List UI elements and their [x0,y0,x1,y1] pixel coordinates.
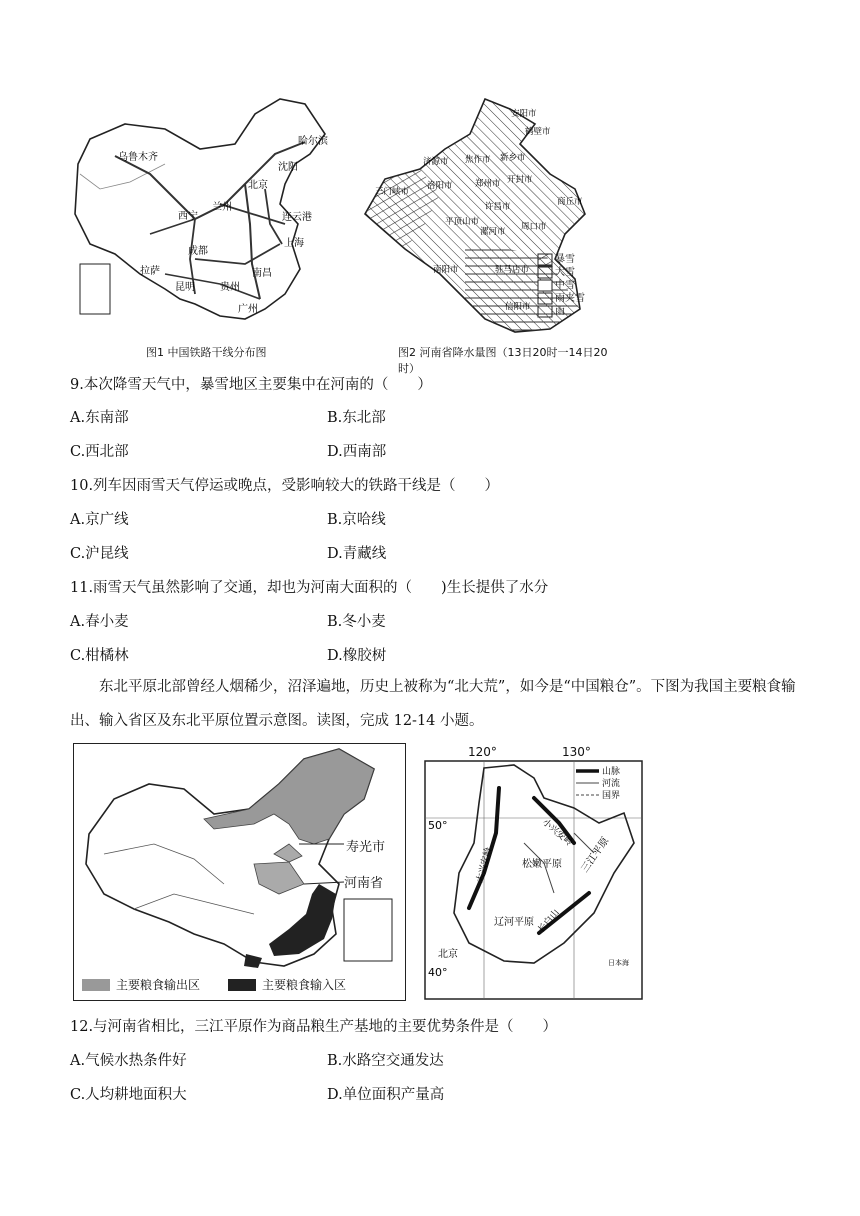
svg-text:济源市: 济源市 [423,157,449,167]
svg-text:松嫩平原: 松嫩平原 [522,859,562,870]
lon-120: 120° [468,745,497,759]
henan-precipitation-map [345,94,615,375]
question-12: 12.与河南省相比，三江平原作为商品粮生产基地的主要优势条件是（ ） [70,1019,558,1035]
q10-option-d[interactable]: D.青藏线 [327,546,387,562]
svg-text:南阳市: 南阳市 [433,265,459,275]
china-railway-map [70,94,332,364]
legend-input-label: 主要粮食输入区 [262,978,347,992]
northeast-plain-map [424,743,643,1001]
legend-output-swatch [82,979,110,991]
q9-option-b[interactable]: B.东北部 [327,410,386,426]
svg-text:鹤壁市: 鹤壁市 [525,127,551,137]
svg-text:洛阳市: 洛阳市 [427,181,453,191]
svg-text:漯河市: 漯河市 [480,227,506,237]
svg-text:国界: 国界 [602,791,621,801]
q9-option-a[interactable]: A.东南部 [70,410,129,426]
q11-option-c[interactable]: C.柑橘林 [70,648,129,664]
q11-option-a[interactable]: A.春小麦 [70,614,129,630]
fig2-caption: 图2 河南省降水量图（13日20时一14日20时） [398,346,608,375]
svg-text:贵州: 贵州 [220,282,240,293]
svg-text:40°: 40° [428,966,448,979]
legend-large-snow: 大雪 [555,267,575,278]
legend-input-swatch [228,979,256,991]
svg-text:山脉: 山脉 [602,767,621,777]
svg-text:长白山: 长白山 [536,907,562,935]
svg-text:广州: 广州 [238,304,258,315]
svg-text:安阳市: 安阳市 [511,109,537,119]
passage-12-14: 东北平原北部曾经人烟稀少，沼泽遍地，历史上被称为“北大荒”，如今是“中国粮仓”。下图为我国主要粮食输出、输入省区及东北平原位置示意图。读图，完成 12-14 小题。 [70,679,796,729]
svg-text:哈尔滨: 哈尔滨 [298,136,328,147]
q10-option-c[interactable]: C.沪昆线 [70,546,129,562]
q10-option-b[interactable]: B.京哈线 [327,512,386,528]
svg-text:平顶山市: 平顶山市 [445,217,480,227]
q12-option-b[interactable]: B.水路空交通发达 [327,1053,444,1069]
svg-text:50°: 50° [428,819,448,832]
svg-text:郑州市: 郑州市 [475,179,501,189]
svg-text:开封市: 开封市 [507,175,533,185]
question-11: 11.雨雪天气虽然影响了交通，却也为河南大面积的（ )生长提供了水分 [70,580,549,596]
svg-text:大兴安岭: 大兴安岭 [475,846,495,884]
question-10: 10.列车因雨雪天气停运或晚点，受影响较大的铁路干线是（ ） [70,478,500,494]
q12-option-c[interactable]: C.人均耕地面积大 [70,1087,187,1103]
svg-text:昆明: 昆明 [175,282,195,293]
svg-text:兰州: 兰州 [212,202,232,213]
label-henan: 河南省 [344,876,384,891]
q11-option-d[interactable]: D.橡胶树 [327,648,387,664]
svg-text:三门峡市: 三门峡市 [375,187,410,197]
svg-text:拉萨: 拉萨 [140,266,160,277]
lon-130: 130° [562,745,591,759]
q10-option-a[interactable]: A.京广线 [70,512,129,528]
svg-text:北京: 北京 [248,180,268,191]
q12-option-d[interactable]: D.单位面积产量高 [327,1087,445,1103]
svg-text:周口市: 周口市 [521,222,547,232]
svg-text:沈阳: 沈阳 [278,162,298,173]
svg-text:许昌市: 许昌市 [485,202,511,212]
svg-text:南昌: 南昌 [252,268,272,279]
q9-option-d[interactable]: D.西南部 [327,444,387,460]
q9-option-c[interactable]: C.西北部 [70,444,129,460]
svg-text:上海: 上海 [284,238,304,249]
svg-text:乌鲁木齐: 乌鲁木齐 [118,152,158,163]
svg-text:焦作市: 焦作市 [465,155,491,165]
svg-text:北京: 北京 [438,949,458,960]
svg-text:小兴安岭: 小兴安岭 [540,817,575,849]
svg-text:连云港: 连云港 [282,212,312,223]
legend-medium-snow: 中雪 [555,280,575,291]
svg-text:信阳市: 信阳市 [505,302,531,312]
legend-sleet: 雨夹雪 [555,293,585,304]
label-shouguang: 寿光市 [346,840,386,855]
legend-output-label: 主要粮食输出区 [116,978,201,992]
svg-text:日本海: 日本海 [608,959,629,967]
grain-flow-map [73,743,406,1001]
svg-text:商丘市: 商丘市 [557,197,583,207]
svg-text:辽河平原: 辽河平原 [494,917,534,928]
svg-text:驻马店市: 驻马店市 [495,265,530,275]
svg-text:河流: 河流 [602,779,621,789]
legend-heavy-snow: 暴雪 [555,254,575,265]
legend-rain: 雨 [555,306,565,317]
question-9: 9.本次降雪天气中，暴雪地区主要集中在河南的（ ） [70,377,432,393]
svg-text:西宁: 西宁 [178,211,198,222]
fig1-caption: 图1 中国铁路干线分布图 [146,346,267,359]
svg-text:三江平原: 三江平原 [579,835,612,875]
q12-option-a[interactable]: A.气候水热条件好 [70,1053,187,1069]
svg-text:新乡市: 新乡市 [500,153,526,163]
svg-text:成都: 成都 [188,246,208,257]
q11-option-b[interactable]: B.冬小麦 [327,614,386,630]
